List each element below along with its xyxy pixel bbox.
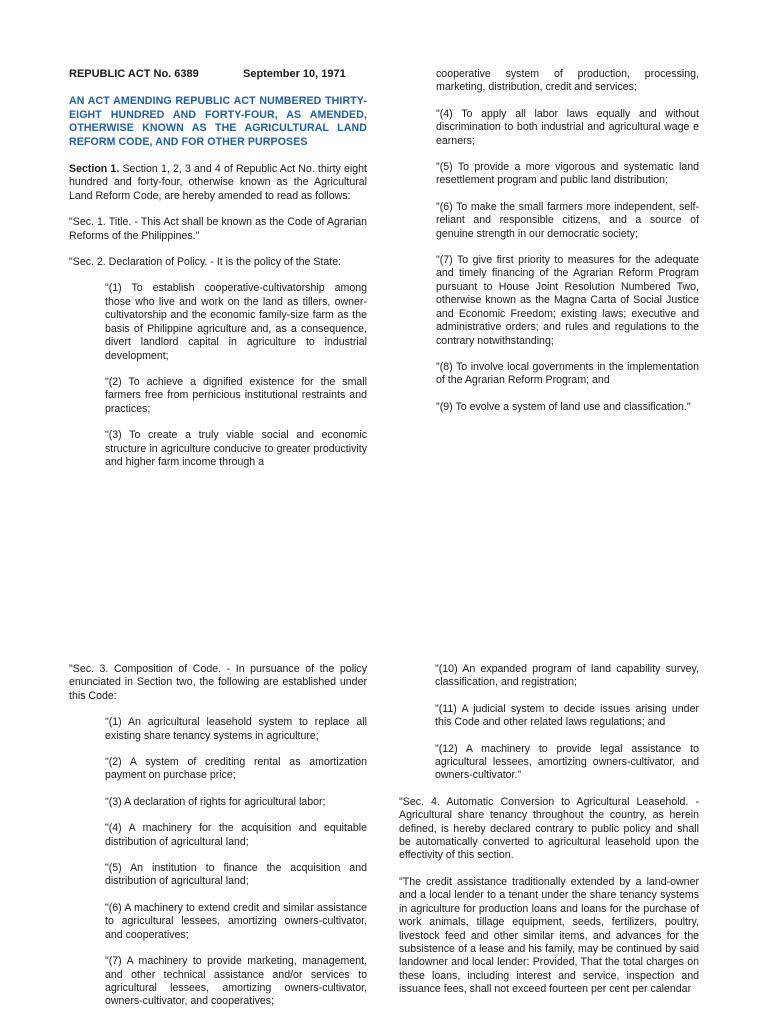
composition-item-5: "(5) An institution to finance the acquisition and distribution of agricultural land; <box>105 862 367 888</box>
sec-1-title: "Sec. 1. Title. - This Act shall be known as the Code of Agrarian Reforms of the Philippines." <box>69 216 367 242</box>
composition-item-4: "(4) A machinery for the acquisition and equitable distribution of agricultural land; <box>105 822 367 848</box>
policy-item-7: "(7) To give first priority to measures for the adequate and timely financing of the Agrarian Reform Program pursuant to House Joint Resolution Numbered Two, otherwise known as the Magna Carta of Social Justice and Economic Freedom; existing laws; executive and administrative orders; and rules and regulations to the contrary notwithstanding; <box>436 254 699 347</box>
act-title: AN ACT AMENDING REPUBLIC ACT NUMBERED THIRTY-EIGHT HUNDRED AND FORTY-FOUR, AS AMENDED, OTHERWISE KNOWN AS THE AGRICULTURAL LAND REFORM CODE, AND FOR OTHER PURPOSES <box>69 95 367 148</box>
act-number: REPUBLIC ACT No. 6389 <box>69 68 199 80</box>
composition-item-11: "(11) A judicial system to decide issues arising under this Code and other related laws regulations; and <box>435 702 699 729</box>
policy-item-8: "(8) To involve local governments in the implementation of the Agrarian Reform Program; and <box>436 360 699 387</box>
sec-3-composition: "Sec. 3. Composition of Code. - In pursuance of the policy enunciated in Section two, the following are established under this Code: <box>69 663 367 702</box>
act-header <box>69 68 367 81</box>
page1-left-column <box>69 68 367 482</box>
composition-item-10: "(10) An expanded program of land capability survey, classification, and registration; <box>435 663 699 689</box>
policy-item-1: "(1) To establish cooperative-cultivatorship among those who live and work on the land as tillers, owner-cultivatorship and the economic family-size farm as the basis of Philippine agriculture and, as a consequence, divert landlord capital in agriculture to industrial development; <box>105 282 367 362</box>
policy-item-2: "(2) To achieve a dignified existence for the small farmers free from pernicious institutional restraints and practices; <box>105 375 367 415</box>
page2-left-column <box>69 663 367 1024</box>
composition-item-2: "(2) A system of crediting rental as amortization payment on purchase price; <box>105 756 367 782</box>
policy-item-3: "(3) To create a truly viable social and economic structure in agriculture conducive to greater productivity and higher farm income through a <box>105 429 367 468</box>
section-1-text: Section 1, 2, 3 and 4 of Republic Act No. thirty eight hundred and forty-four, otherwise known as the Agricultural Land Reform Code, are hereby amended to read as follows: <box>69 163 367 202</box>
act-date: September 10, 1971 <box>243 68 346 80</box>
policy-item-4: "(4) To apply all labor laws equally and without discrimination to both industrial and agricultural wage e earners; <box>436 107 699 147</box>
policy-item-3-continued: cooperative system of production, processing, marketing, distribution, credit and services; <box>436 68 699 94</box>
composition-item-1: "(1) An agricultural leasehold system to replace all existing share tenancy systems in agriculture; <box>105 716 367 742</box>
section-1-label: Section 1. <box>69 163 120 176</box>
page1-right-column <box>436 68 699 427</box>
sec-2-policy: "Sec. 2. Declaration of Policy. - It is the policy of the State: <box>69 256 342 269</box>
page2-right-column <box>399 663 699 1024</box>
composition-item-3: "(3) A declaration of rights for agricultural labor; <box>105 795 326 808</box>
sec-4-conversion: "Sec. 4. Automatic Conversion to Agricultural Leasehold. - Agricultural share tenancy throughout the country, as herein defined, is hereby declared contrary to public policy and shall be automatically converted to agricultural leasehold upon the effectivity of this section. <box>399 795 699 862</box>
policy-item-5: "(5) To provide a more vigorous and systematic land resettlement program and public land distribution; <box>436 161 699 187</box>
section-1 <box>69 163 367 203</box>
policy-item-6: "(6) To make the small farmers more independent, self-reliant and responsible citizens, and a source of genuine strength in our democratic society; <box>436 200 699 240</box>
composition-item-12: "(12) A machinery to provide legal assistance to agricultural lessees, amortizing owners-cultivator, and owners-cultivator." <box>435 742 699 782</box>
composition-item-6: "(6) A machinery to extend credit and similar assistance to agricultural lessees, amortizing owners-cultivator, and cooperatives; <box>105 901 367 941</box>
policy-item-9: "(9) To evolve a system of land use and classification." <box>436 400 691 413</box>
composition-item-7: "(7) A machinery to provide marketing, management, and other technical assistance and/or services to agricultural lessees, amortizing owners-cultivator, owners-cultivator, and cooperatives; <box>105 955 367 1008</box>
credit-assistance: "The credit assistance traditionally extended by a land-owner and a local lender to a tenant under the share tenancy systems in agriculture for production loans and loans for the purchase of work animals, tillage equipment, seeds, fertilizers, poultry, livestock feed and other similar items, and advances for the subsistence of a lease and his family, may be continued by said landowner and local lender: Provided, That the total charges on these loans, including interest and service, inspection and issuance fees, shall not exceed fourteen per cent per calendar <box>399 875 699 996</box>
